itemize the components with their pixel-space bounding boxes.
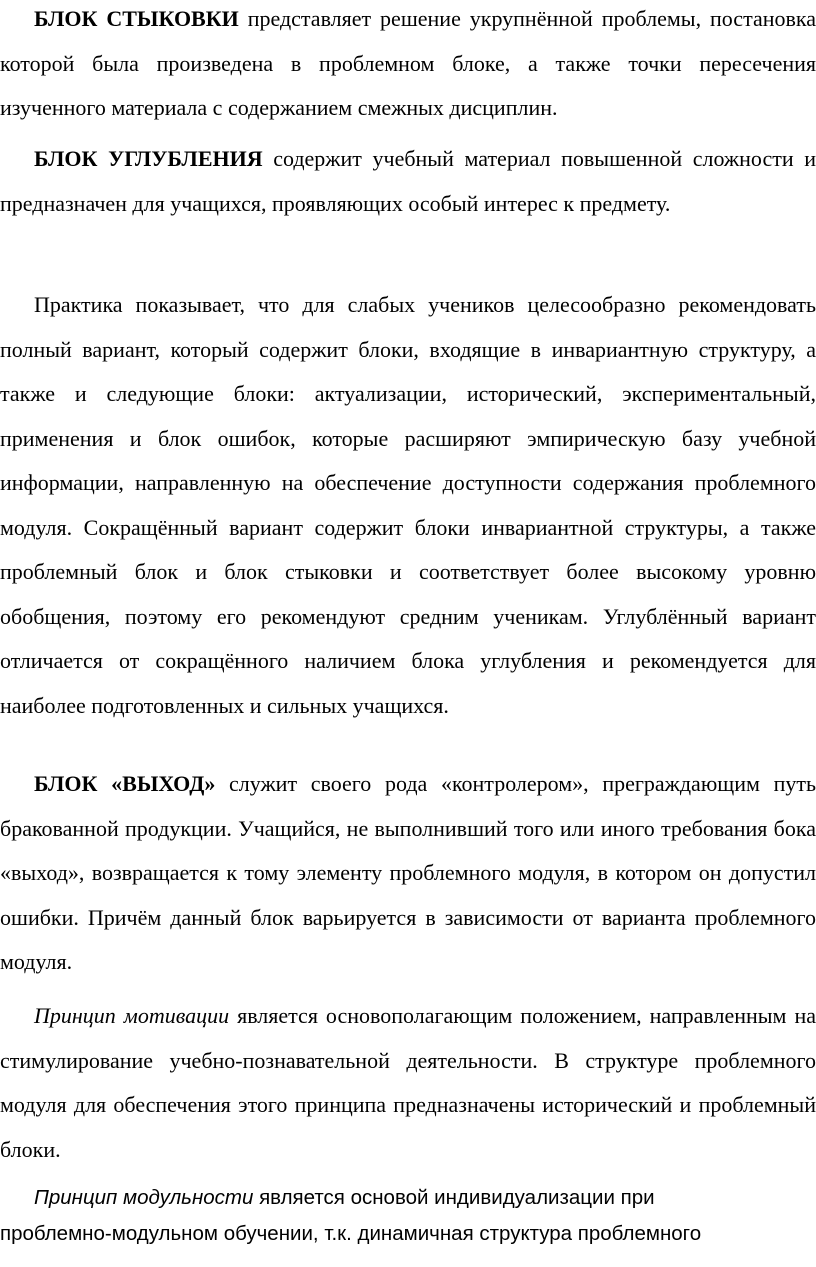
- paragraph-modularity-principle: [0, 1180, 816, 1252]
- paragraph-deepening-block: [0, 137, 816, 226]
- term-docking-block: БЛОК СТЫКОВКИ: [34, 6, 239, 31]
- term-modularity-principle: Принцип модульности: [34, 1186, 254, 1209]
- paragraph-text: представляет решение укрупнённой проблемы, постановка которой была произведена в проблемном блоке, а также точки пересечения изученного материала с содержанием смежных дисциплин.: [0, 6, 816, 120]
- paragraph-docking-block: [0, 0, 816, 131]
- paragraph-text: служит своего рода «контролером», преграждающим путь бракованной продукции. Учащийся, не выполнивший того или иного требования бока «выход», возвращается к тому элементу проблемного модуля, в котором он допустил ошибки. Причём данный блок варьируется в зависимости от варианта проблемного модуля.: [0, 771, 816, 974]
- term-deepening-block: БЛОК УГЛУБЛЕНИЯ: [34, 146, 263, 171]
- paragraph-text: является основополагающим положением, направленным на стимулирование учебно-познавательной деятельности. В структуре проблемного модуля для обеспечения этого принципа предназначены исторический и проблемный блоки.: [0, 1003, 816, 1162]
- paragraph-motivation-principle: [0, 994, 816, 1172]
- paragraph-text: Практика показывает, что для слабых учеников целесообразно рекомендовать полный вариант, который содержит блоки, входящие в инвариантную структуру, а также и следующие блоки: актуализации, исторический, экспериментальный, применения и блок ошибок, которые расширяют эмпирическую базу учебной информации, направленную на обеспечение доступности содержания проблемного модуля. Сокращённый вариант содержит блоки инвариантной структуры, а также проблемный блок и блок стыковки и соответствует более высокому уровню обобщения, поэтому его рекомендуют средним ученикам. Углублённый вариант отличается от сокращённого наличием блока углубления и рекомендуется для наиболее подготовленных и сильных учащихся.: [0, 292, 816, 718]
- paragraph-text: содержит учебный материал повышенной сложности и предназначен для учащихся, проявляющих особый интерес к предмету.: [0, 146, 816, 216]
- term-exit-block: БЛОК «ВЫХОД»: [34, 771, 216, 796]
- paragraph-practice-variants: [0, 283, 816, 728]
- paragraph-text-line2: проблемно-модульном обучении, т.к. динамичная структура проблемного: [0, 1222, 702, 1245]
- term-motivation-principle: Принцип мотивации: [34, 1003, 230, 1028]
- paragraph-exit-block: [0, 762, 816, 985]
- paragraph-text-line1: является основой индивидуализации при: [253, 1186, 655, 1209]
